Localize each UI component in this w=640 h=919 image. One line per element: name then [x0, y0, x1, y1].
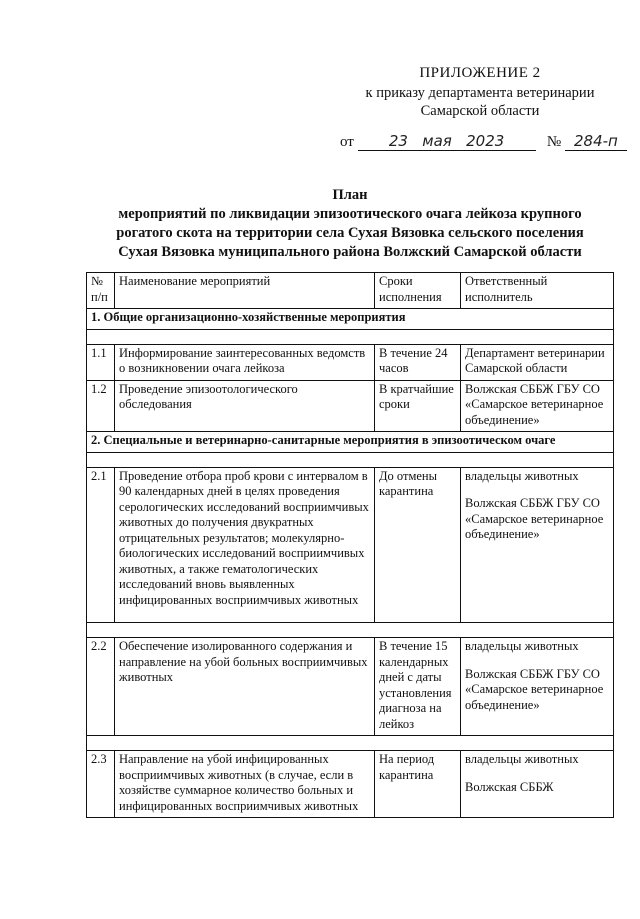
row-terms: До отмены карантина	[375, 467, 461, 623]
section-row	[87, 432, 614, 453]
order-number-sign: №	[546, 134, 562, 150]
order-date	[358, 132, 536, 151]
row-name: Проведение отбора проб крови с интервалом в 90 календарных дней в целях проведения серологических исследований восприимчивых животных до получения двукратных отрицательных результатов; молекулярно-биологических исследований восприимчивых животных, а также гематологических исследований вновь выявленных инфицированных восприимчивых животных	[115, 467, 375, 623]
table-header-row	[87, 273, 614, 309]
row-responsible: Департамент ветеринарии Самарской области	[461, 344, 614, 380]
row-terms: В течение 24 часов	[375, 344, 461, 380]
header-responsible: Ответственный исполнитель	[461, 273, 614, 309]
row-responsible	[461, 467, 614, 623]
row-name: Проведение эпизоотологического обследования	[115, 380, 375, 432]
table-row	[87, 638, 614, 736]
order-date-day: 23	[388, 132, 408, 150]
plan-table	[86, 272, 614, 818]
plan-title-line: мероприятий по ликвидации эпизоотического очага лейкоза крупного	[118, 206, 582, 222]
responsible-owners: владельцы животных	[465, 752, 579, 766]
spacer-row	[87, 452, 614, 467]
responsible-owners: владельцы животных	[465, 639, 579, 653]
order-number: 284-п	[565, 132, 627, 151]
order-date-year: 2023	[466, 132, 505, 150]
row-name: Информирование заинтересованных ведомств о возникновении очага лейкоза	[115, 344, 375, 380]
spacer-row	[87, 329, 614, 344]
row-num: 2.2	[87, 638, 115, 736]
row-responsible: Волжская СББЖ ГБУ СО «Самарское ветеринарное объединение»	[461, 380, 614, 432]
plan-title-line: План	[332, 187, 368, 203]
order-reference	[340, 132, 627, 151]
responsible-station: Волжская СББЖ ГБУ СО «Самарское ветеринарное объединение»	[465, 666, 604, 712]
plan-title	[90, 186, 610, 262]
table-row	[87, 751, 614, 818]
table-row	[87, 467, 614, 623]
order-date-prefix: от	[340, 134, 354, 150]
row-name: Обеспечение изолированного содержания и направление на убой больных восприимчивых животных	[115, 638, 375, 736]
order-date-month: мая	[422, 132, 452, 150]
row-num: 2.3	[87, 751, 115, 818]
section-title: 1. Общие организационно-хозяйственные мероприятия	[87, 309, 614, 330]
spacer-cell	[87, 736, 614, 751]
plan-title-line: рогатого скота на территории села Сухая Вязовка сельского поселения	[116, 225, 584, 241]
spacer-cell	[87, 623, 614, 638]
row-terms: В кратчайшие сроки	[375, 380, 461, 432]
responsible-station: Волжская СББЖ ГБУ СО «Самарское ветеринарное объединение»	[465, 496, 604, 541]
responsible-station: Волжская СББЖ	[465, 779, 554, 794]
row-responsible	[461, 638, 614, 736]
responsible-owners: владельцы животных	[465, 468, 579, 483]
row-terms: В течение 15 календарных дней с даты установления диагноза на лейкоз	[375, 638, 461, 736]
annex-line-order: к приказу департамента ветеринарии	[365, 85, 595, 101]
row-num: 1.2	[87, 380, 115, 432]
row-num: 2.1	[87, 467, 115, 623]
row-terms: На период карантина	[375, 751, 461, 818]
spacer-row	[87, 623, 614, 638]
plan-title-line: Сухая Вязовка муниципального района Волжский Самарской области	[118, 244, 582, 260]
section-title: 2. Специальные и ветеринарно-санитарные мероприятия в эпизоотическом очаге	[87, 432, 614, 453]
annex-line-region: Самарской области	[420, 103, 540, 119]
header-terms: Сроки исполнения	[375, 273, 461, 309]
header-name: Наименование мероприятий	[115, 273, 375, 309]
spacer-cell	[87, 452, 614, 467]
annex-title: ПРИЛОЖЕНИЕ 2	[419, 65, 541, 81]
spacer-row	[87, 736, 614, 751]
spacer-cell	[87, 329, 614, 344]
table-row	[87, 344, 614, 380]
table-row	[87, 380, 614, 432]
row-num: 1.1	[87, 344, 115, 380]
section-row	[87, 309, 614, 330]
row-responsible	[461, 751, 614, 818]
header-num: № п/п	[87, 273, 115, 309]
row-name: Направление на убой инфицированных восприимчивых животных (в случае, если в хозяйстве суммарное количество больных и инфицированных восприимчивых животных	[115, 751, 375, 818]
